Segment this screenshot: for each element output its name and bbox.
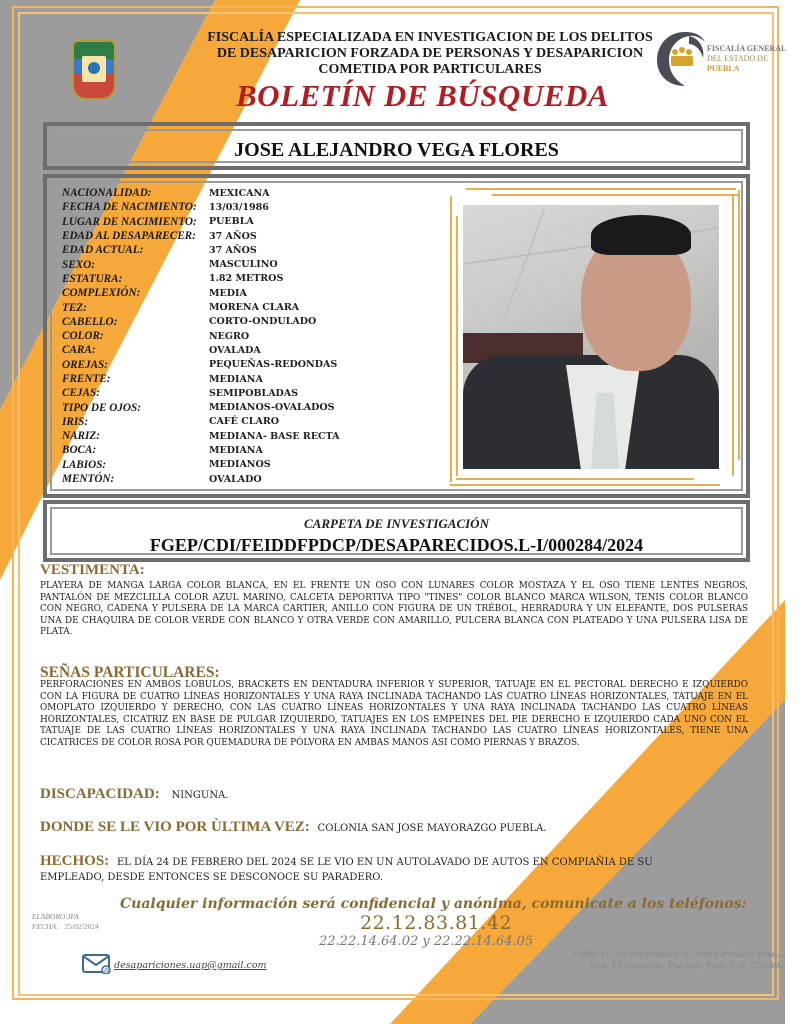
field-value: SEMIPOBLADAS [209,387,299,399]
field-value: PUEBLA [209,216,254,228]
svg-text:@: @ [103,967,110,974]
field-label: IRIS: [62,415,89,428]
field-label: EDAD ACTUAL: [62,244,144,257]
field-label: OREJAS: [62,358,109,371]
field-row [62,329,340,343]
distinguishing-marks-title: SEÑAS PARTICULARES: [40,664,220,681]
field-value: MEDIANOS [209,459,271,471]
prepared-by-label: ELABORO: [32,912,68,921]
disability-row [40,786,229,803]
field-label: ESTATURA: [62,272,123,285]
field-label: CARA: [62,344,96,357]
fiscalia-general-logo-icon [655,28,707,88]
field-value: MEDIANOS-OVALADOS [209,402,335,414]
field-label: TIPO DE OJOS: [62,401,141,414]
prepared-by-block [32,912,99,932]
field-value: 1.82 METROS [209,273,284,285]
fiscalia-general-logo-text: FISCALÍA GENERAL DEL ESTADO DE PUEBLA [707,44,787,73]
bulletin-title: BOLETÍN DE BÚSQUEDA [236,78,609,113]
case-file-number: FGEP/CDI/FEIDDFPDCP/DESAPARECIDOS.L-I/000284/2024 [149,535,644,555]
field-row [62,257,340,271]
field-value: MASCULINO [209,259,278,271]
confidential-notice: Cualquier información será confidencial y anónima, comunicate a los teléfonos: [120,896,747,912]
facts-title: HECHOS: [40,853,110,869]
field-value: 37 AÑOS [209,230,257,242]
missing-person-photo [463,205,719,469]
contact-email-link[interactable]: desapariciones.uap@gmail.com [114,960,267,971]
last-seen-value: COLONIA SAN JOSE MAYORAZGO PUEBLA. [317,823,547,834]
agency-header [200,30,660,78]
field-label: FRENTE: [62,373,111,385]
field-value: MEDIANA- BASE RECTA [209,430,340,442]
agency-line-2: DE DESAPARICION FORZADA DE PERSONAS Y DESAPARICION [216,46,644,61]
field-value: CORTO-ONDULADO [209,316,317,328]
field-label: NARIZ: [62,430,100,443]
distinguishing-marks-description: PERFORACIONES EN AMBOS LOBULOS, BRACKETS EN DENTADURA INFERIOR Y SUPERIOR, TATUAJE EN EL PECTORAL DERECHO E IZQUIERDO CON LA FIGURA DE CUATRO LÍNEAS HORIZONTALES Y UNA RAYA INCLINADA TACHANDO LAS CUATRO LÍNEAS HORIZONTALES, TATUAJE EN EL OMOPLATO IZQUIERDO Y DERECHO, CON LAS CUATRO LÍNEAS HORIZONTALES Y UNA RAYA INCLINADA TACHANDO LAS CUATRO LÍNEAS HORIZONTALES, CICATRIZ EN BASE DE PULGAR IZQUIERDO, TATUAJES EN LOS EMPEINES DEL PIE DERECHO E IZQUIERDO CADA UNO CON EL TATUAJE DE LAS CUATRO LÍNEAS HORIZONTALES Y UNA RAYA INCLINADA TACHANDO LAS CUATRO LÍNEAS HORIZONTALES, TIENE UNA CICATRICES DE COLOR ROSA POR QUEMADURA DE PÓLVORA EN AMBAS MANOS ASI COMO PIERNAS Y BRAZOS. [40,680,748,748]
last-seen-title: DONDE SE LE VIO POR ÙLTIMA VEZ: [40,819,310,835]
last-seen-row [40,819,546,836]
field-label: LABIOS: [62,458,107,471]
field-value: MEDIANA [209,444,263,456]
field-row [62,386,340,400]
field-row [62,343,340,357]
field-value: MORENA CLARA [209,302,300,314]
field-value: OVALADO [209,473,262,485]
field-row [62,400,340,414]
name-box [43,122,750,170]
field-row [62,300,340,314]
office-address [573,950,786,972]
field-value: PEQUEÑAS-REDONDAS [209,359,338,371]
field-label: CABELLO: [62,315,118,328]
field-row [62,229,340,243]
facts-line-2: EMPLEADO, DESDE ENTONCES SE DESCONOCE SU PARADERO. [40,872,384,883]
field-label: FECHA DE NACIMIENTO: [62,201,197,214]
facts-row [40,853,653,870]
field-value: MEDIANA [209,373,263,385]
field-label: SEXO: [62,258,95,271]
clothing-title: VESTIMENTA: [40,562,145,578]
clothing-description: PLAYERA DE MANGA LARGA COLOR BLANCA, EN EL FRENTE UN OSO CON LUNARES COLOR MOSTAZA Y EL OSO TIENE LENTES NEGROS, PANTALÓN DE MEZCLILLA COLOR AZUL MARINO, CALCETA DEPORTIVA TIPO "TINES" COLOR BLANCO MARCA WILSON, TENIS COLOR BLANCO CON NEGRO, CADENA Y PULSERA DE LA MARCA CARTIER, ANILLO CON FIGURA DE UN TRÉBOL, HERRADURA Y UN ELEFANTE, DOS PULSERAS UNA DE CHAQUIRA DE COLOR VERDE CON BLANCO Y OTRA VERDE CON AMARILLO, PULCERA BLANCA CON PLATEADO Y UNA PULSERA LISA DE PLATA. [40,581,748,638]
field-label: MENTÓN: [62,473,115,486]
field-row [62,200,340,214]
field-value: NEGRO [209,330,250,342]
agency-line-1: FISCALÍA ESPECIALIZADA EN INVESTIGACION DE LOS DELITOS [207,30,653,45]
field-row [62,415,340,429]
field-label: CEJAS: [62,387,100,400]
address-line-1: Calle 16 de septembre N°2904 Primer Piso,.. [573,950,786,960]
person-name: JOSE ALEJANDRO VEGA FLORES [234,139,559,161]
agency-line-3: COMETIDA POR PARTICULARES [318,62,542,77]
field-value: 13/03/1986 [209,201,269,213]
field-label: COLOR: [62,330,104,343]
field-label: LUGAR DE NACIMIENTO: [62,215,197,228]
date-label: FECHA: [32,922,59,931]
field-label: COMPLEXIÓN: [62,287,141,300]
case-file-label: CARPETA DE INVESTIGACIÓN [304,516,489,531]
field-label: NACIONALIDAD: [62,187,152,200]
case-file-box [43,500,750,562]
alternate-phone-numbers[interactable]: 22.22.14.64.02 y 22.22.14.64.05 [319,934,534,949]
field-row [62,458,340,472]
main-phone-number[interactable]: 22.12.83.81.42 [360,912,513,934]
email-icon [82,954,112,974]
field-row [62,358,340,372]
field-row [62,243,340,257]
field-row [62,315,340,329]
field-row [62,472,340,486]
field-row [62,215,340,229]
puebla-coat-of-arms-logo [72,40,116,100]
field-label: BOCA: [62,444,97,457]
field-value: 37 AÑOS [209,244,257,256]
personal-data-fields [62,186,340,486]
field-row [62,186,340,200]
field-row [62,272,340,286]
prepared-by-value: IFA [67,912,79,921]
field-value: OVALADA [209,344,261,356]
field-row [62,443,340,457]
field-value: MEDIA [209,287,247,299]
facts-line-1: EL DÍA 24 DE FEBRERO DEL 2024 SE LE VIO EN UN AUTOLAVADO DE AUTOS EN COMPIAÑIA DE SU [116,857,653,868]
field-value: MEXICANA [209,187,270,199]
field-row [62,429,340,443]
field-value: CAFÉ CLARO [209,416,280,428]
date-value: 25/02/2024 [64,922,99,931]
field-row [62,372,340,386]
field-label: TEZ: [62,301,87,314]
field-row [62,286,340,300]
disability-value: NINGUNA. [171,790,229,801]
disability-title: DISCAPACIDAD: [40,786,160,802]
address-line-2: Col. El Carmen, Puebla, Pue. C.P. 72530.. [590,961,786,971]
field-label: EDAD AL DESAPARECER: [62,230,196,243]
